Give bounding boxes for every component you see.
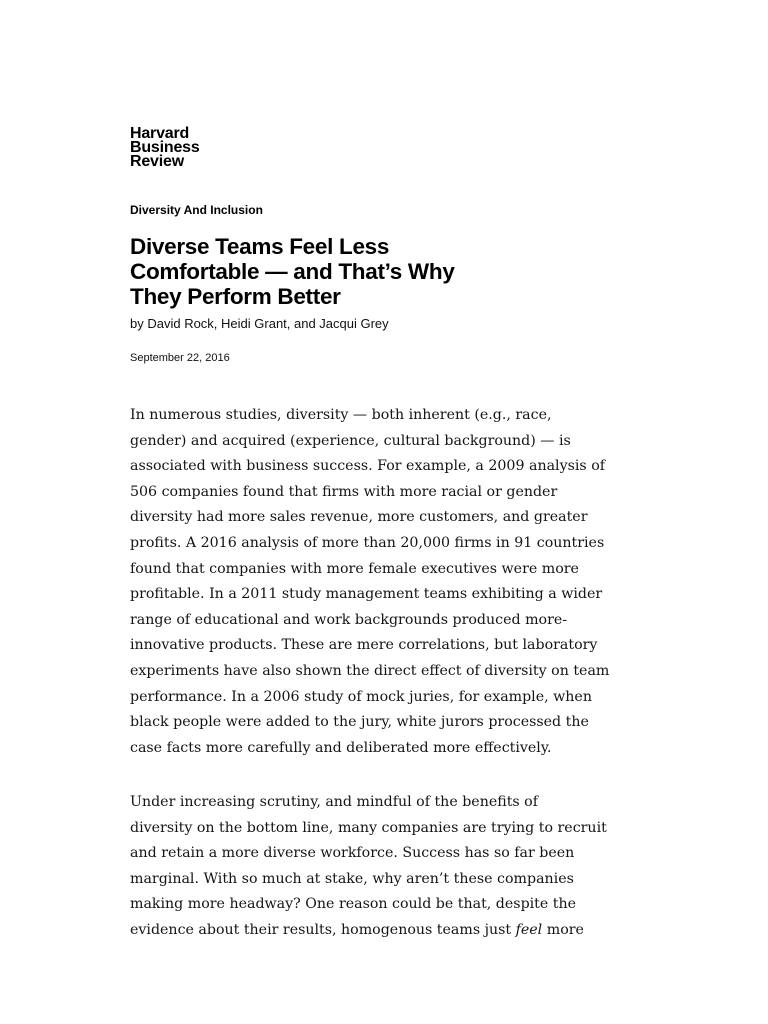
paragraph-line: associated with business success. For example, a 2009 analysis of (130, 458, 605, 475)
article-headline (130, 234, 530, 309)
paragraph-line: marginal. With so much at stake, why aren’t these companies (130, 870, 574, 887)
paragraph-line: profits. A 2016 analysis of more than 20,000 firms in 91 countries (130, 534, 605, 551)
author-byline: by David Rock, Heidi Grant, and Jacqui Grey (130, 316, 389, 331)
line-text-after-emphasis: more (542, 921, 584, 938)
paragraph-line: and retain a more diverse workforce. Success has so far been (130, 845, 575, 862)
paragraph-line: 506 companies found that firms with more racial or gender (130, 483, 558, 500)
headline-line-3: They Perform Better (130, 284, 341, 309)
publish-date: September 22, 2016 (130, 352, 230, 364)
hbr-logo[interactable] (130, 127, 200, 169)
paragraph-line: In numerous studies, diversity — both inherent (e.g., race, (130, 407, 552, 423)
paragraph-line: profitable. In a 2011 study management teams exhibiting a wider (130, 586, 603, 603)
logo-line-3: Review (130, 153, 184, 170)
paragraph-line: gender) and acquired (experience, cultural background) — is (130, 432, 571, 449)
paragraph-line: innovative products. These are mere correlations, but laboratory (130, 637, 598, 654)
headline-line-2: Comfortable — and That’s Why (130, 259, 455, 284)
headline-line-1: Diverse Teams Feel Less (130, 234, 390, 259)
logo-line-1: Harvard (130, 125, 190, 142)
paragraph-line: performance. In a 2006 study of mock juries, for example, when (130, 688, 592, 705)
paragraph-line: diversity on the bottom line, many companies are trying to recruit (130, 819, 607, 836)
paragraph-line: diversity had more sales revenue, more customers, and greater (130, 509, 588, 526)
body-paragraph-1 (130, 403, 609, 761)
paragraph-line: experiments have also shown the direct effect of diversity on team (130, 662, 610, 679)
paragraph-line: case facts more carefully and deliberated more effectively. (130, 739, 552, 756)
paragraph-line: Under increasing scrutiny, and mindful of the benefits of (130, 794, 538, 810)
paragraph-line: range of educational and work backgrounds produced more- (130, 611, 568, 628)
emphasized-word: feel (515, 921, 543, 938)
topic-label[interactable]: Diversity And Inclusion (130, 203, 263, 217)
paragraph-line-last (130, 918, 607, 944)
logo-line-2: Business (130, 139, 200, 156)
paragraph-line: black people were added to the jury, white jurors processed the (130, 714, 589, 731)
body-paragraph-2 (130, 790, 607, 944)
paragraph-line: found that companies with more female executives were more (130, 560, 579, 577)
paragraph-line: making more headway? One reason could be that, despite the (130, 896, 577, 913)
line-text-before-emphasis: evidence about their results, homogenous teams just (130, 921, 516, 938)
